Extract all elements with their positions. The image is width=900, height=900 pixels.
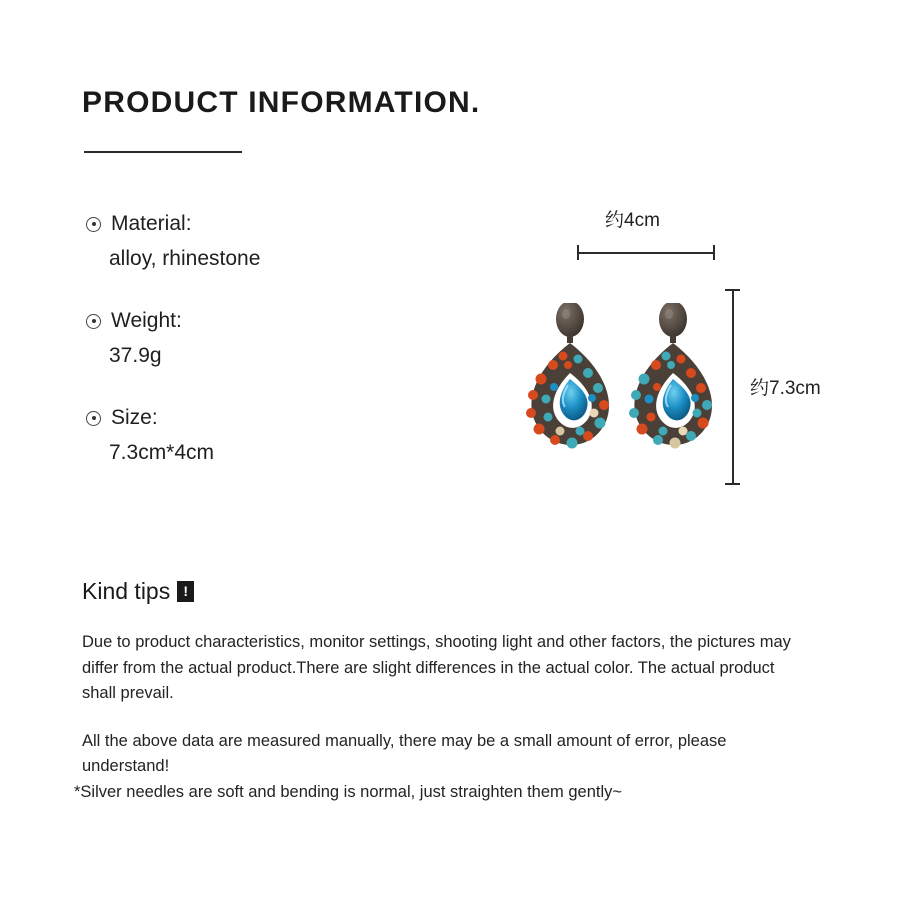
spec-label: Material: bbox=[111, 212, 192, 235]
product-measurement-area bbox=[500, 195, 860, 515]
kind-tips-label: Kind tips bbox=[82, 578, 171, 604]
product-photo bbox=[508, 303, 738, 488]
earring-left bbox=[526, 303, 609, 449]
width-dimension-label: 约4cm bbox=[605, 210, 660, 231]
spec-item-size bbox=[86, 406, 466, 465]
spec-label-row bbox=[86, 406, 466, 430]
height-dimension-label: 约7.3cm bbox=[750, 378, 821, 399]
earrings-illustration bbox=[508, 303, 738, 483]
spec-value: alloy, rhinestone bbox=[109, 247, 261, 270]
title-underline bbox=[84, 151, 242, 153]
page-title: PRODUCT INFORMATION. bbox=[82, 86, 481, 119]
exclamation-icon: ! bbox=[177, 581, 194, 602]
spec-label: Weight: bbox=[111, 309, 182, 332]
kind-tips-body bbox=[82, 630, 794, 802]
spec-list bbox=[86, 212, 466, 503]
spec-item-material bbox=[86, 212, 466, 271]
earring-right bbox=[629, 303, 712, 449]
spec-value: 37.9g bbox=[109, 344, 162, 367]
bullet-icon bbox=[86, 217, 101, 232]
spec-value: 7.3cm*4cm bbox=[109, 441, 215, 464]
bullet-icon bbox=[86, 314, 101, 329]
tips-paragraph-2: All the above data are measured manually, there may be a small amount of error, please understand! bbox=[82, 731, 727, 776]
tips-paragraph-1: Due to product characteristics, monitor settings, shooting light and other factors, the pictures may differ from the actual product.There are slight differences in the actual color. The actual product shall prevail. bbox=[82, 633, 791, 703]
width-dimension-bar bbox=[577, 252, 715, 254]
spec-label-row bbox=[86, 212, 466, 236]
bullet-icon bbox=[86, 411, 101, 426]
spec-label: Size: bbox=[111, 406, 158, 429]
tips-note: *Silver needles are soft and bending is normal, just straighten them gently~ bbox=[74, 783, 623, 801]
spec-item-weight bbox=[86, 309, 466, 368]
kind-tips-heading bbox=[82, 578, 194, 605]
spec-label-row bbox=[86, 309, 466, 333]
